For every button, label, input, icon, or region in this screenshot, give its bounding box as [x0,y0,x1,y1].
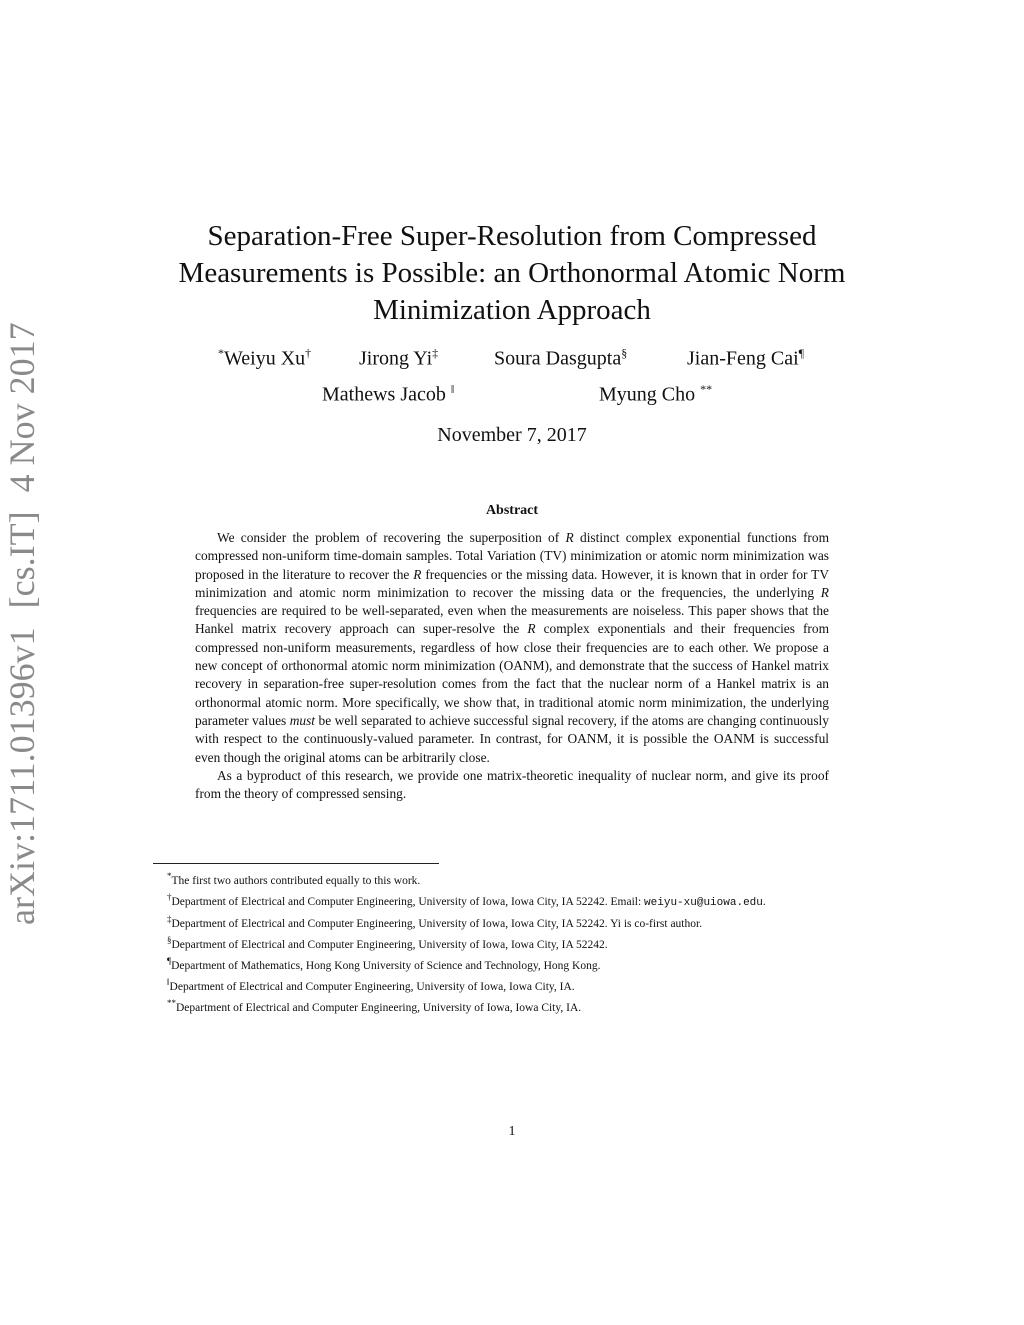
author-jirong-yi: Jirong Yi‡ [359,346,439,370]
arxiv-category: [cs.IT] [2,511,42,609]
abstract-heading: Abstract [485,503,539,518]
author-email-link[interactable]: weiyu-xu@uiowa.edu [644,896,763,909]
footnote: †Department of Electrical and Computer Engineering, University of Iowa, Iowa City, IA 52242. Email: weiyu-xu@uiowa.edu. [167,892,766,909]
footnote: **Department of Electrical and Computer Engineering, University of Iowa, Iowa City, IA. [167,998,582,1015]
page-number: 1 [508,1124,516,1139]
title-line: Measurements is Possible: an Orthonormal Atomic Norm [178,257,846,289]
title-line: Minimization Approach [373,294,651,326]
footnote: *The first two authors contributed equally to this work. [167,871,421,887]
author-weiyu-xu: *Weiyu Xu† [218,346,312,370]
footnote: ‖Department of Electrical and Computer Engineering, University of Iowa, Iowa City, IA. [167,977,575,993]
title-line: Separation-Free Super-Resolution from Compressed [207,220,817,252]
footnote: ‡Department of Electrical and Computer Engineering, University of Iowa, Iowa City, IA 52242. Yi is co-first author. [167,914,703,930]
footnote: §Department of Electrical and Computer Engineering, University of Iowa, Iowa City, IA 52242. [167,935,608,951]
abstract-paragraph: As a byproduct of this research, we provide one matrix-theoretic inequality of nuclear norm, and give its proof from the theory of compressed sensing. [195,767,829,802]
paper-title [150,218,874,329]
abstract-body [195,529,829,803]
author-jian-feng-cai: Jian-Feng Cai¶ [687,346,805,370]
footnotes [153,868,871,1016]
author-soura-dasgupta: Soura Dasgupta§ [494,346,628,370]
footnote: ¶Department of Mathematics, Hong Kong University of Science and Technology, Hong Kong. [167,956,601,972]
arxiv-sidebar-stamp [0,322,47,925]
footnote-divider [153,863,439,864]
paper-date: November 7, 2017 [437,424,587,446]
arxiv-id[interactable]: arXiv:1711.01396v1 [2,627,42,925]
author-mathews-jacob: Mathews Jacob ‖ [322,382,455,406]
abstract-paragraph: We consider the problem of recovering the superposition of R distinct complex exponential functions from compressed non-uniform time-domain samples. Total Variation (TV) minimization or atomic norm minimization was proposed in the literature to recover the R frequencies or the missing data. However, it is known that in order for TV minimization and atomic norm minimization to recover the missing data or the frequencies, the underlying R frequencies are required to be well-separated, even when the measurements are noiseless. This paper shows that the Hankel matrix recovery approach can super-resolve the R complex exponentials and their frequencies from compressed non-uniform measurements, regardless of how close their frequencies are to each other. We propose a new concept of orthonormal atomic norm minimization (OANM), and demonstrate that the success of Hankel matrix recovery in separation-free super-resolution comes from the fact that the nuclear norm of a Hankel matrix is an orthonormal atomic norm. More specifically, we show that, in traditional atomic norm minimization, the underlying parameter values must be well separated to achieve successful signal recovery, if the atoms are changing continuously with respect to the continuously-valued parameter. In contrast, for OANM, it is possible the OANM is successful even though the original atoms can be arbitrarily close. [195,530,830,765]
author-myung-cho: Myung Cho ** [599,382,713,406]
arxiv-date: 4 Nov 2017 [2,322,42,493]
